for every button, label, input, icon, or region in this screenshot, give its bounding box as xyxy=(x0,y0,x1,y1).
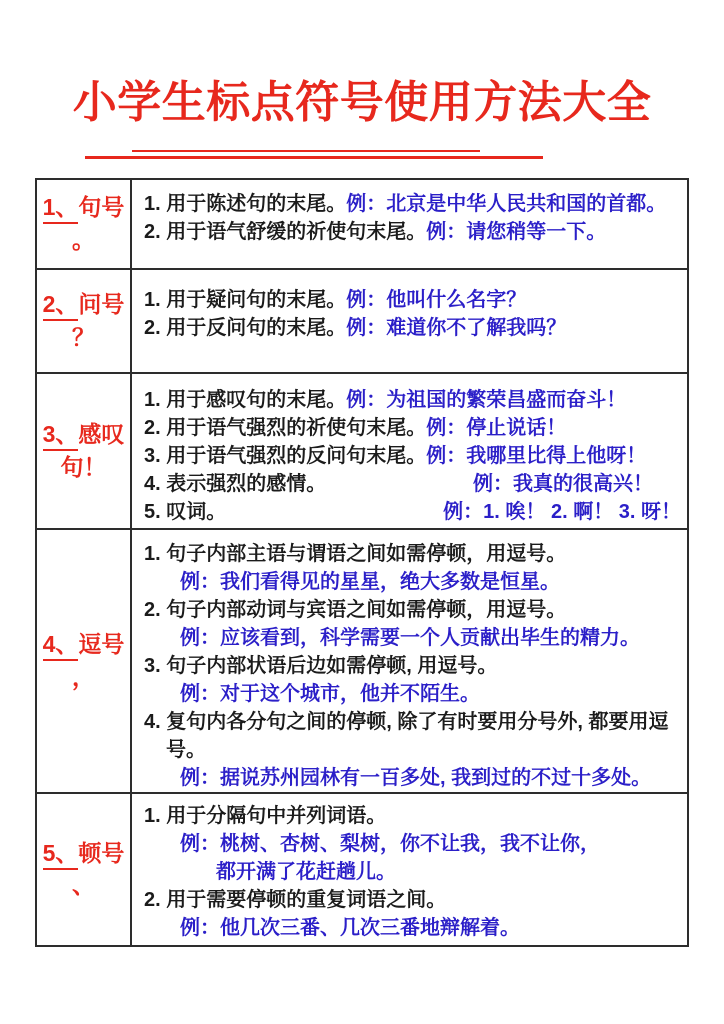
rule-text: 2. 句子内部动词与宾语之间如需停顿，用逗号。 xyxy=(144,599,567,621)
content-cell-question-mark xyxy=(130,268,687,372)
punctuation-symbol: 句！ xyxy=(60,453,107,480)
example-text: 例：我哪里比得上他呀！ xyxy=(426,445,647,467)
example-line xyxy=(144,568,681,596)
example-text: 例：北京是中华人民共和国的首都。 xyxy=(346,193,667,215)
example-text: 例：应该看到，科学需要一个人贡献出毕生的精力。 xyxy=(180,627,640,649)
rule-line xyxy=(144,414,681,442)
example-text: 都开满了花赶趟儿。 xyxy=(216,861,396,883)
rule-line xyxy=(144,386,681,414)
punctuation-name xyxy=(43,422,125,447)
item-name: 问号 xyxy=(78,291,125,318)
example-line xyxy=(144,914,681,942)
label-cell-comma xyxy=(37,528,130,792)
rule-line xyxy=(144,286,681,314)
punctuation-name xyxy=(43,841,125,866)
rule-line xyxy=(144,802,681,830)
item-number: 2、 xyxy=(43,291,79,321)
punctuation-name xyxy=(43,195,125,220)
example-text: 例：桃树、杏树、梨树，你不让我，我不让你， xyxy=(180,833,600,855)
example-text: 例：我们看得见的星星，绝大多数是恒星。 xyxy=(180,571,560,593)
item-number: 1、 xyxy=(43,194,79,224)
rule-text: 4. 表示强烈的感情。 xyxy=(144,473,327,495)
example-text: 例：对于这个城市，他并不陌生。 xyxy=(180,683,480,705)
example-line xyxy=(144,624,681,652)
punctuation-name xyxy=(43,632,125,657)
example-line xyxy=(144,764,681,792)
item-name: 句号 xyxy=(78,194,125,221)
rule-text: 1. 用于感叹句的末尾。 xyxy=(144,389,347,411)
content-cell-enumeration-comma xyxy=(130,792,687,945)
item-name: 逗号 xyxy=(78,631,125,658)
rule-text: 3. 句子内部状语后边如需停顿, 用逗号。 xyxy=(144,655,498,677)
title-underline-short xyxy=(132,150,480,152)
punctuation-symbol: ， xyxy=(72,663,95,690)
label-cell-period xyxy=(37,180,130,268)
example-text: 例：他叫什么名字？ xyxy=(346,289,527,311)
punctuation-symbol: 、 xyxy=(72,872,95,898)
example-text: 例：1. 唉！ 2. 啊！ 3. 呀！ xyxy=(443,501,681,523)
rule-line xyxy=(144,708,681,764)
example-text: 例：据说苏州园林有一百多处, 我到过的不过十多处。 xyxy=(180,767,652,789)
rule-line xyxy=(144,190,681,218)
item-name: 顿号 xyxy=(78,839,125,866)
rule-text: 3. 用于语气强烈的反问句末尾。 xyxy=(144,445,427,467)
punctuation-symbol: 。 xyxy=(72,226,95,253)
example-text: 例：他几次三番、几次三番地辩解着。 xyxy=(180,917,520,939)
example-continuation-line xyxy=(144,858,681,886)
example-line xyxy=(144,830,681,858)
label-cell-exclamation-mark xyxy=(37,372,130,528)
rule-text: 2. 用于反问句的末尾。 xyxy=(144,317,347,339)
example-text: 例：我真的很高兴！ xyxy=(473,473,653,495)
content-cell-exclamation-mark xyxy=(130,372,687,528)
example-text: 例：请您稍等一下。 xyxy=(426,221,607,243)
item-number: 5、 xyxy=(43,840,79,870)
label-cell-enumeration-comma xyxy=(37,792,130,945)
rule-line xyxy=(144,596,681,624)
rule-text: 2. 用于语气强烈的祈使句末尾。 xyxy=(144,417,427,439)
item-number: 3、 xyxy=(43,421,79,451)
rule-line xyxy=(144,470,681,498)
punctuation-name xyxy=(43,292,125,317)
rule-text: 1. 用于疑问句的末尾。 xyxy=(144,289,347,311)
rule-text: 1. 用于分隔句中并列词语。 xyxy=(144,805,387,827)
title-underline-long xyxy=(85,156,543,159)
item-name: 感叹 xyxy=(78,421,125,448)
content-cell-period xyxy=(130,180,687,268)
rule-line xyxy=(144,652,681,680)
punctuation-symbol: ？ xyxy=(72,323,95,350)
example-line xyxy=(144,680,681,708)
rule-line xyxy=(144,886,681,914)
example-text: 例：停止说话！ xyxy=(426,417,567,439)
item-number: 4、 xyxy=(43,631,79,661)
punctuation-table xyxy=(35,178,689,947)
rule-line xyxy=(144,218,681,246)
rule-line xyxy=(144,314,681,342)
example-text: 例：为祖国的繁荣昌盛而奋斗！ xyxy=(346,389,627,411)
rule-line xyxy=(144,442,681,470)
rule-line xyxy=(144,540,681,568)
rule-line xyxy=(144,498,681,526)
page-title: 小学生标点符号使用方法大全 xyxy=(72,78,652,127)
label-cell-question-mark xyxy=(37,268,130,372)
rule-text: 1. 用于陈述句的末尾。 xyxy=(144,193,347,215)
example-text: 例：难道你不了解我吗？ xyxy=(346,317,567,339)
content-cell-comma xyxy=(130,528,687,792)
rule-text: 5. 叹词。 xyxy=(144,501,227,523)
rule-text: 2. 用于需要停顿的重复词语之间。 xyxy=(144,889,447,911)
rule-text: 2. 用于语气舒缓的祈使句末尾。 xyxy=(144,221,427,243)
rule-text: 1. 句子内部主语与谓语之间如需停顿，用逗号。 xyxy=(144,543,567,565)
rule-text: 4. 复句内各分句之间的停顿, 除了有时要用分号外, 都要用逗号。 xyxy=(144,711,669,761)
